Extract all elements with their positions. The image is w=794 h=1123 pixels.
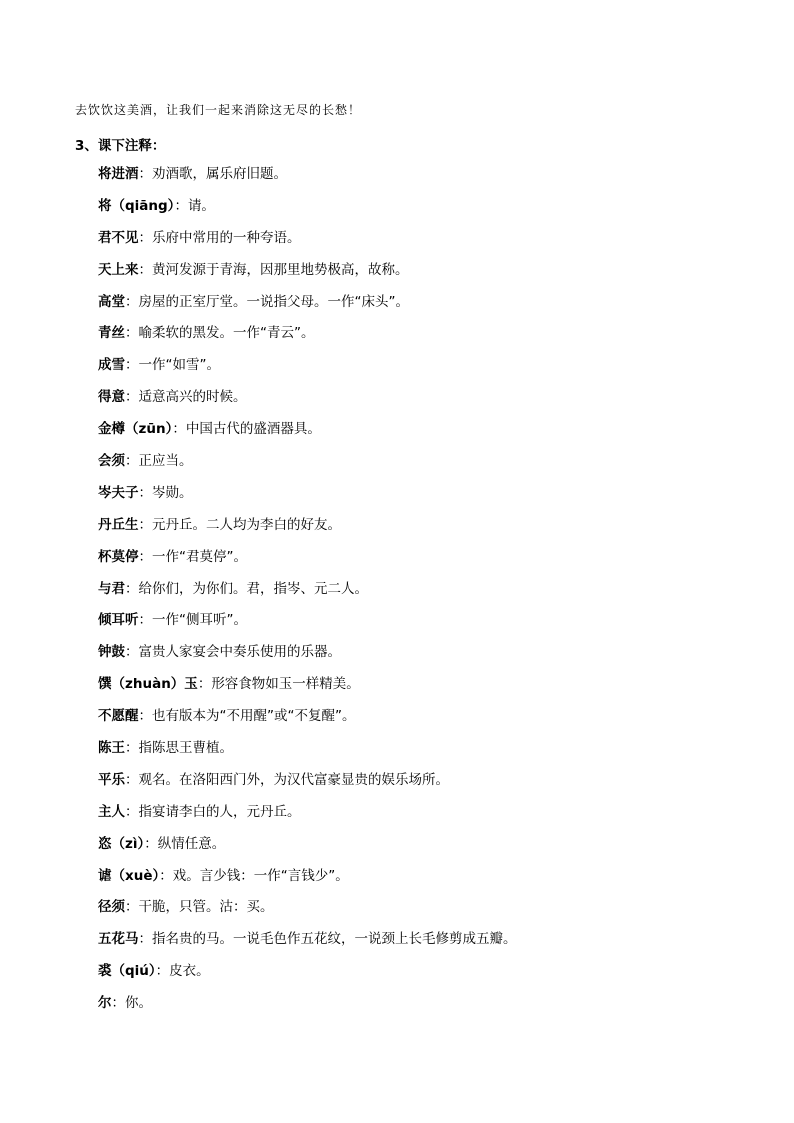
- annotation-item: [98, 640, 778, 672]
- annotation-definition: 一作“如雪”。: [138, 357, 220, 374]
- annotation-term: 径须: [98, 899, 125, 916]
- annotation-term: 裘（qiú）: [98, 963, 156, 980]
- annotation-item: [98, 800, 778, 832]
- term-separator: ：: [125, 899, 139, 916]
- annotation-definition: 元丹丘。二人均为李白的好友。: [152, 516, 341, 533]
- annotation-item: [98, 162, 778, 194]
- annotation-definition: 干脆，只管。沽：买。: [138, 899, 274, 916]
- term-separator: ：: [138, 548, 152, 565]
- annotation-item: [98, 832, 778, 864]
- annotation-term: 金樽（zūn）: [98, 421, 173, 438]
- annotation-item: [98, 927, 778, 959]
- annotation-definition: 房屋的正室厅堂。一说指父母。一作“床头”。: [138, 293, 409, 310]
- term-separator: ：: [125, 325, 139, 342]
- annotation-item: [98, 194, 778, 226]
- annotation-item: [98, 736, 778, 768]
- annotation-term: 丹丘生: [98, 516, 139, 533]
- intro-text: 去饮饮这美酒，让我们一起来消除这无尽的长愁！: [75, 103, 362, 117]
- term-separator: ：: [159, 867, 173, 884]
- term-separator: ：: [125, 644, 139, 661]
- annotation-definition: 指宴请李白的人，元丹丘。: [138, 803, 301, 820]
- term-separator: ：: [155, 963, 170, 980]
- annotation-definition: 纵情任意。: [157, 835, 226, 852]
- term-separator: ：: [144, 835, 158, 852]
- term-separator: ：: [138, 931, 152, 948]
- term-separator: ：: [174, 197, 188, 214]
- section-heading: 3、课下注释：: [75, 138, 166, 154]
- annotation-definition: 岑勋。: [152, 484, 193, 501]
- annotation-term: 会须: [98, 453, 125, 470]
- annotation-item: [98, 385, 778, 417]
- annotation-definition: 适意高兴的时候。: [138, 389, 247, 406]
- annotation-item: [98, 768, 778, 800]
- annotation-definition: 指名贵的马。一说毛色作五花纹，一说颈上长毛修剪成五瓣。: [152, 931, 517, 948]
- annotation-definition: 一作“君莫停”。: [152, 548, 247, 565]
- annotation-definition: 一作“侧耳听”。: [152, 612, 247, 629]
- annotation-item: [98, 704, 778, 736]
- annotation-definition: 喻柔软的黑发。一作“青云”。: [138, 325, 315, 342]
- annotation-definition: 戏。言少钱：一作“言钱少”。: [172, 867, 349, 884]
- annotation-term: 君不见: [98, 229, 139, 246]
- annotation-definition: 皮衣。: [169, 963, 210, 980]
- annotation-definition: 富贵人家宴会中奏乐使用的乐器。: [138, 644, 341, 661]
- annotation-item: [98, 353, 778, 385]
- annotation-definition: 形容食物如玉一样精美。: [211, 676, 360, 693]
- annotation-term: 岑夫子: [98, 484, 139, 501]
- annotation-definition: 正应当。: [138, 453, 193, 470]
- term-separator: ：: [138, 229, 152, 246]
- annotation-item: [98, 226, 778, 258]
- term-separator: ：: [172, 421, 186, 438]
- annotation-list: [98, 162, 778, 1023]
- term-separator: ：: [138, 516, 152, 533]
- term-separator: ：: [197, 676, 212, 693]
- term-separator: ：: [138, 612, 152, 629]
- annotation-term: 谑（xuè）: [98, 867, 160, 884]
- term-separator: ：: [125, 771, 139, 788]
- term-separator: ：: [125, 740, 139, 757]
- term-separator: ：: [111, 995, 125, 1012]
- annotation-item: [98, 481, 778, 513]
- annotation-term: 主人: [98, 803, 125, 820]
- annotation-definition: 请。: [187, 197, 215, 214]
- term-separator: ：: [125, 803, 139, 820]
- term-separator: ：: [125, 453, 139, 470]
- annotation-term: 将（qiāng）: [98, 197, 175, 214]
- annotation-term: 五花马: [98, 931, 139, 948]
- annotation-term: 不愿醒: [98, 708, 139, 725]
- annotation-term: 青丝: [98, 325, 125, 342]
- annotation-term: 倾耳听: [98, 612, 139, 629]
- annotation-item: [98, 608, 778, 640]
- annotation-item: [98, 672, 778, 704]
- term-separator: ：: [125, 389, 139, 406]
- annotation-item: [98, 577, 778, 609]
- annotation-definition: 中国古代的盛酒器具。: [185, 421, 321, 438]
- annotation-term: 尔: [98, 995, 112, 1012]
- annotation-term: 将进酒: [98, 166, 139, 182]
- annotation-item: [98, 864, 778, 896]
- term-separator: ：: [138, 166, 152, 182]
- annotation-term: 平乐: [98, 771, 125, 788]
- annotation-definition: 给你们，为你们。君，指岑、元二人。: [138, 580, 368, 597]
- term-separator: ：: [125, 580, 139, 597]
- annotation-definition: 指陈思王曹植。: [138, 740, 233, 757]
- annotation-term: 天上来: [98, 261, 139, 278]
- annotation-definition: 乐府中常用的一种夸语。: [152, 229, 301, 246]
- annotation-term: 钟鼓: [98, 644, 125, 661]
- annotation-item: [98, 290, 778, 322]
- annotation-definition: 劝酒歌，属乐府旧题。: [152, 166, 287, 182]
- annotation-term: 馔（zhuàn）玉: [98, 676, 198, 693]
- annotation-term: 恣（zì）: [98, 835, 145, 852]
- annotation-item: [98, 545, 778, 577]
- term-separator: ：: [125, 293, 139, 310]
- annotation-item: [98, 417, 778, 449]
- annotation-term: 与君: [98, 580, 125, 597]
- annotation-definition: 你。: [125, 995, 152, 1012]
- annotation-item: [98, 959, 778, 991]
- term-separator: ：: [138, 708, 152, 725]
- annotation-term: 陈王: [98, 740, 125, 757]
- annotation-term: 高堂: [98, 293, 125, 310]
- annotation-term: 杯莫停: [98, 548, 139, 565]
- annotation-item: [98, 991, 778, 1023]
- annotation-definition: 也有版本为“不用醒”或“不复醒”。: [152, 708, 356, 725]
- term-separator: ：: [138, 261, 152, 278]
- annotation-item: [98, 258, 778, 290]
- term-separator: ：: [125, 357, 139, 374]
- annotation-definition: 观名。在洛阳西门外，为汉代富豪显贵的娱乐场所。: [138, 771, 449, 788]
- term-separator: ：: [138, 484, 152, 501]
- annotation-item: [98, 513, 778, 545]
- annotation-term: 得意: [98, 389, 125, 406]
- annotation-definition: 黄河发源于青海，因那里地势极高，故称。: [152, 261, 409, 278]
- annotation-item: [98, 895, 778, 927]
- annotation-term: 成雪: [98, 357, 125, 374]
- annotation-item: [98, 449, 778, 481]
- annotation-item: [98, 321, 778, 353]
